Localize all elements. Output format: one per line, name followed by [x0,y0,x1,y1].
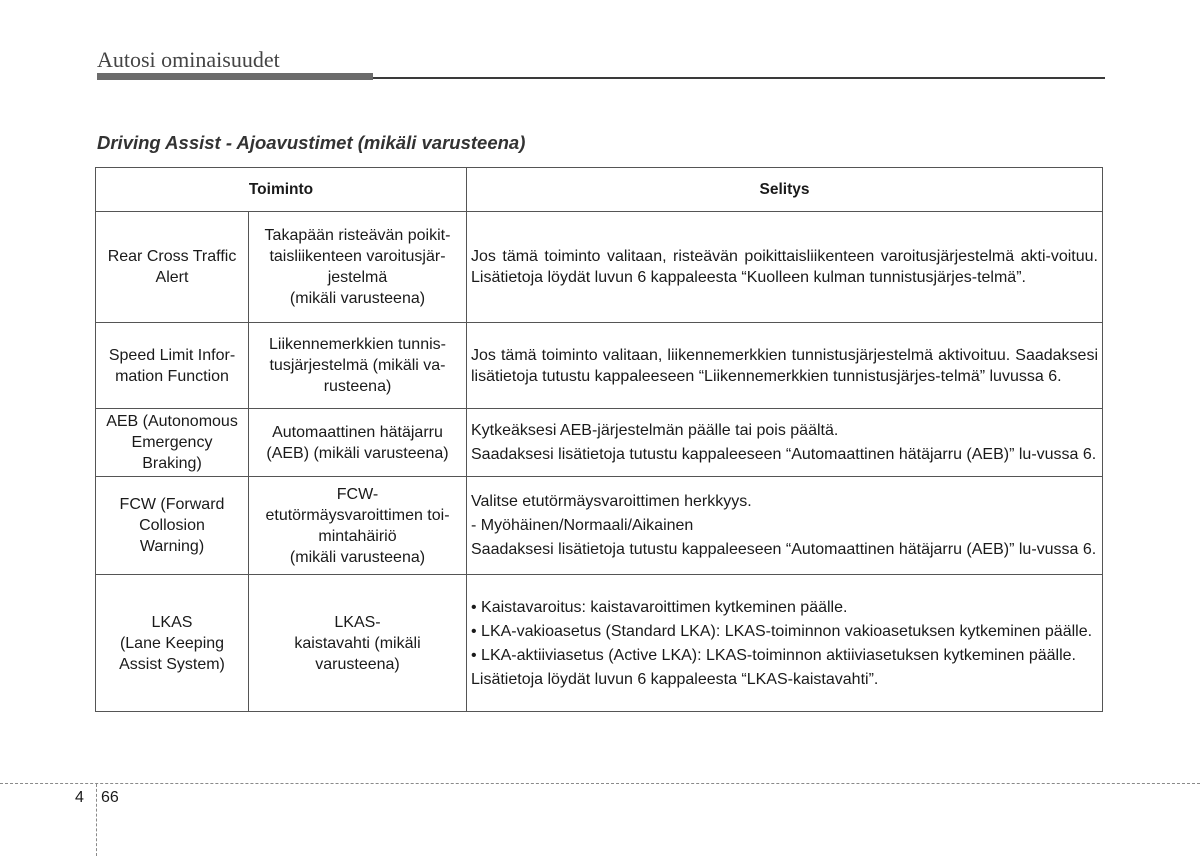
column-header-description: Selitys [467,168,1103,212]
description-paragraph: Lisätietoja löydät luvun 6 kappaleesta “LKAS-kaistavahti”. [471,670,879,688]
feature-function-cell: Takapään risteävän poikit- taisliikenteen varoitusjär- jestelmä (mikäli varusteena) [249,212,467,323]
description-paragraph: Saadaksesi lisätietoja tutustu kappaleeseen “Automaattinen hätäjarru (AEB)” lu-vussa 6. [471,541,1097,558]
feature-function-cell: Automaattinen hätäjarru (AEB) (mikäli varusteena) [249,409,467,477]
feature-name-cell: Speed Limit Infor- mation Function [96,323,249,409]
table-header-row [96,168,1103,212]
feature-description-cell [467,212,1103,323]
table-row [96,212,1103,323]
chapter-number: 4 [75,789,84,806]
feature-function-cell: Liikennemerkkien tunnis- tusjärjestelmä (mikäli va- rusteena) [249,323,467,409]
table-row [96,409,1103,477]
description-paragraph: • LKA-aktiiviasetus (Active LKA): LKAS-toiminnon aktiiviasetuksen kytkeminen päälle. [471,646,1076,664]
description-paragraph: Kytkeäksesi AEB-järjestelmän päälle tai pois päältä. [471,422,839,439]
footer-dashed-divider [96,784,97,856]
feature-description-cell [467,323,1103,409]
feature-name-cell: AEB (Autonomous Emergency Braking) [96,409,249,477]
feature-function-cell: LKAS- kaistavahti (mikäli varusteena) [249,575,467,712]
description-paragraph: • Kaistavaroitus: kaistavaroittimen kytkeminen päälle. [471,598,848,616]
column-header-function: Toiminto [96,168,467,212]
page-number: 66 [101,789,119,806]
feature-function-cell: FCW- etutörmäysvaroittimen toi- mintahäiriö (mikäli varusteena) [249,477,467,575]
description-paragraph: Saadaksesi lisätietoja tutustu kappaleeseen “Automaattinen hätäjarru (AEB)” lu-vussa 6. [471,446,1097,463]
description-paragraph: • LKA-vakioasetus (Standard LKA): LKAS-toiminnon vakioasetuksen kytkeminen päälle. [471,622,1093,640]
header-accent-bar [97,73,373,80]
table-row [96,477,1103,575]
feature-name-cell: FCW (Forward Collosion Warning) [96,477,249,575]
description-paragraph: Jos tämä toiminto valitaan, risteävän poikittaisliikenteen varoitusjärjestelmä akti-voituu. Lisätietoja löydät luvun 6 kappaleesta “Kuolleen kulman tunnistusjärjes-telmä”. [471,248,1098,286]
description-paragraph: Valitse etutörmäysvaroittimen herkkyys. [471,493,752,510]
feature-name-cell: LKAS (Lane Keeping Assist System) [96,575,249,712]
table-row [96,323,1103,409]
table-row [96,575,1103,712]
feature-description-cell [467,409,1103,477]
driving-assist-table [95,167,1103,712]
feature-description-cell [467,477,1103,575]
feature-description-cell [467,575,1103,712]
description-paragraph: - Myöhäinen/Normaali/Aikainen [471,517,694,534]
footer-dashed-rule [0,783,1200,784]
section-title: Driving Assist - Ajoavustimet (mikäli varusteena) [97,132,526,153]
page-header-title: Autosi ominaisuudet [97,47,280,72]
description-paragraph: Jos tämä toiminto valitaan, liikennemerkkien tunnistusjärjestelmä aktivoituu. Saadaksesi lisätietoja tutustu kappaleeseen “Liikennemerkkien tunnistusjärjes-telmä” luvussa 6. [471,346,1098,385]
feature-name-cell: Rear Cross Traffic Alert [96,212,249,323]
